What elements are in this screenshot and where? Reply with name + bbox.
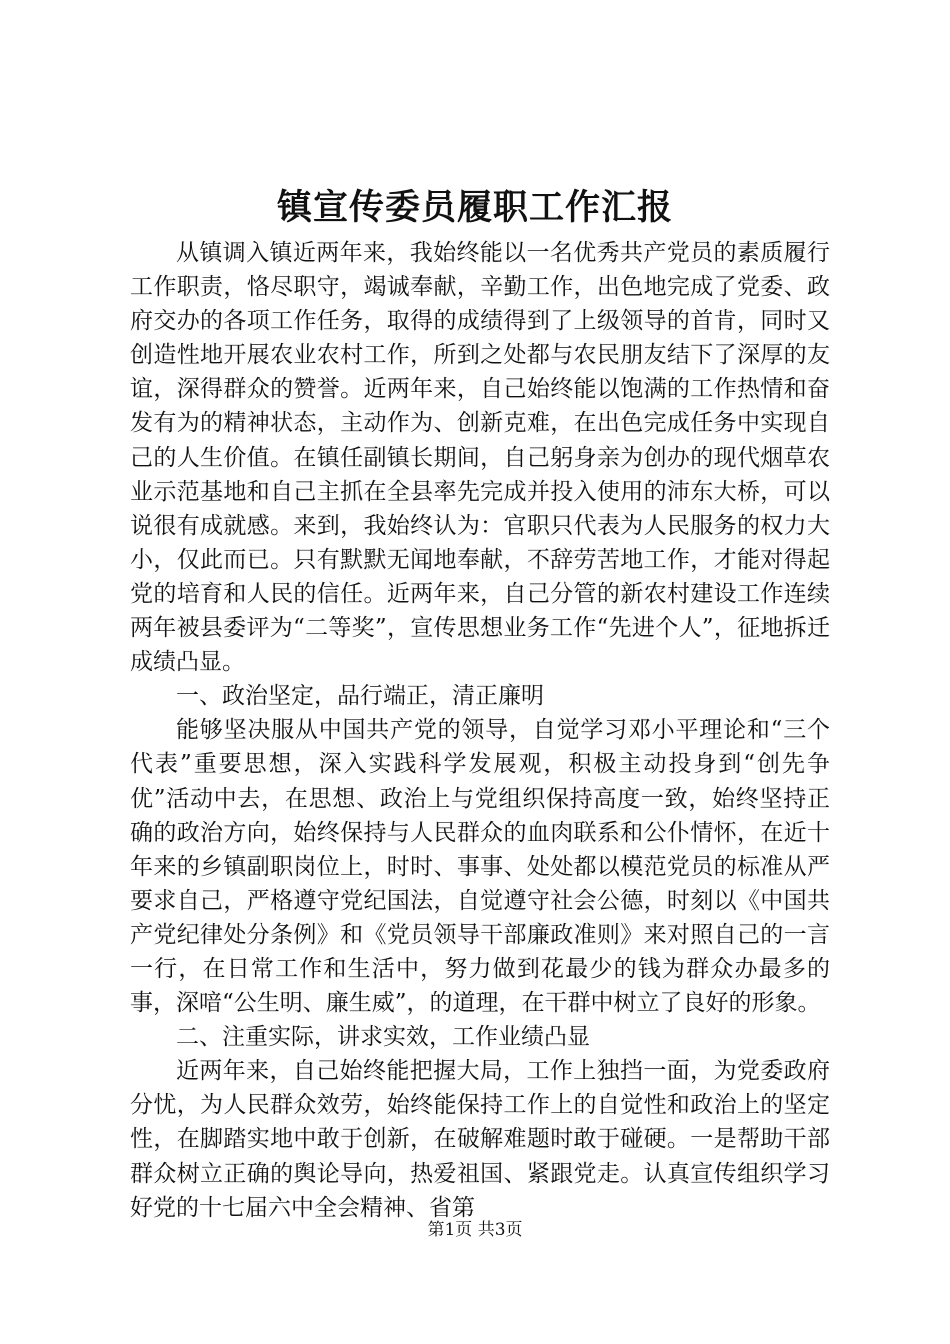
page-number-footer: 第1页 共3页: [427, 1220, 523, 1240]
section-heading-2: 二、注重实际，讲求实效，工作业绩凸显: [176, 1024, 590, 1051]
document-body: [130, 236, 830, 1225]
section-2-paragraph: 近两年来，自己始终能把握大局，工作上独挡一面，为党委政府分忧，为人民群众效劳，始终能保持工作上的自觉性和政治上的坚定性，在脚踏实地中敢于创新，在破解难题时敢于碰硬。一是帮助干部群众树立正确的舆论导向，热爱祖国、紧跟党走。认真宣传组织学习好党的十七届六中全会精神、省第: [130, 1058, 830, 1221]
section-1-paragraph: 能够坚决服从中国共产党的领导，自觉学习邓小平理论和“三个代表”重要思想，深入实践科学发展观，积极主动投身到“创先争优”活动中去，在思想、政治上与党组织保持高度一致，始终坚持正确的政治方向，始终保持与人民群众的血肉联系和公仆情怀，在近十年来的乡镇副职岗位上，时时、事事、处处都以模范党员的标准从严要求自己，严格遵守党纪国法，自觉遵守社会公德，时刻以《中国共产党纪律处分条例》和《党员领导干部廉政准则》来对照自己的一言一行，在日常工作和生活中，努力做到花最少的钱为群众办最多的事，深喑“公生明、廉生威”，的道理，在干群中树立了良好的形象。: [130, 717, 830, 1017]
document-title: 镇宣传委员履职工作汇报: [276, 187, 673, 228]
section-heading-1: 一、政治坚定，品行端正，清正廉明: [176, 683, 544, 710]
intro-paragraph: 从镇调入镇近两年来，我始终能以一名优秀共产党员的素质履行工作职责，恪尽职守，竭诚奉献，辛勤工作，出色地完成了党委、政府交办的各项工作任务，取得的成绩得到了上级领导的首肯，同时又创造性地开展农业农村工作，所到之处都与农民朋友结下了深厚的友谊，深得群众的赞誉。近两年来，自己始终能以饱满的工作热情和奋发有为的精神状态，主动作为、创新克难，在出色完成任务中实现自己的人生价值。在镇任副镇长期间，自己躬身亲为创办的现代烟草农业示范基地和自己主抓在全县率先完成并投入使用的沛东大桥，可以说很有成就感。来到，我始终认为：官职只代表为人民服务的权力大小，仅此而已。只有默默无闻地奉献，不辞劳苦地工作，才能对得起党的培育和人民的信任。近两年来，自己分管的新农村建设工作连续两年被县委评为“二等奖”，宣传思想业务工作“先进个人”，征地拆迁成绩凸显。: [130, 240, 830, 676]
